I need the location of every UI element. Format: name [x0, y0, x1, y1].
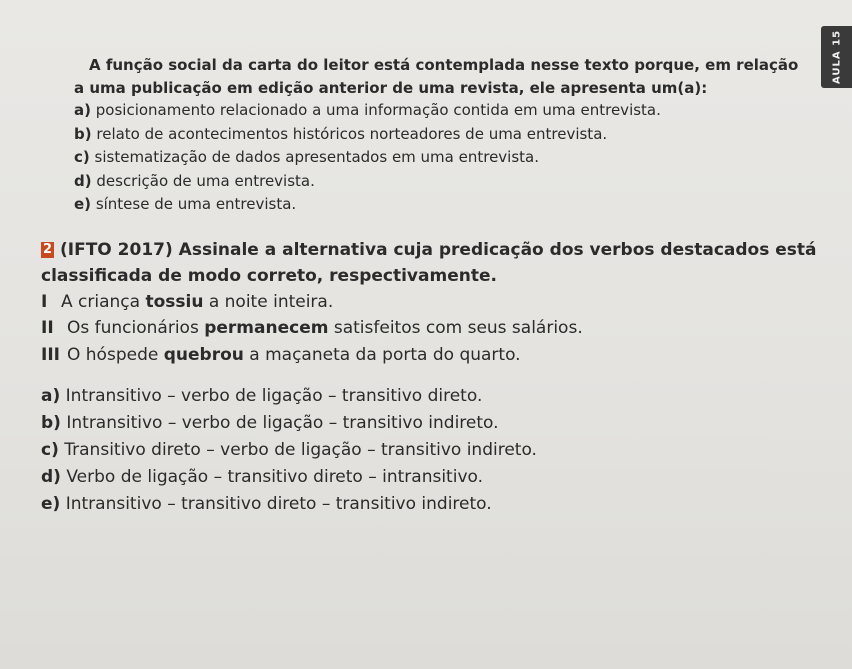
option-text: Verbo de ligação – transitivo direto – intransitivo.: [66, 467, 484, 487]
statement-text-before: Os funcionários: [67, 318, 205, 338]
option-label: d): [74, 172, 92, 190]
statement-text-before: O hóspede: [67, 345, 164, 365]
statement-numeral: III: [41, 345, 60, 365]
statement-text-before: A criança: [61, 292, 146, 312]
option-label: a): [41, 386, 61, 406]
statement-text-after: a noite inteira.: [203, 292, 334, 312]
statement-numeral: I: [41, 292, 48, 312]
lesson-side-tab-label: AULA 15: [831, 29, 842, 85]
statement-text-after: satisfeitos com seus salários.: [328, 318, 583, 338]
question-1-option-b[interactable]: [74, 125, 607, 143]
statement-i: [41, 292, 333, 312]
question-2-option-d[interactable]: [41, 467, 483, 487]
option-text: relato de acontecimentos históricos norteadores de uma entrevista.: [96, 125, 608, 143]
statement-ii: [41, 318, 583, 338]
question-2-option-e[interactable]: [41, 494, 492, 514]
question-2-header-line-2: classificada de modo correto, respectivamente.: [41, 266, 497, 286]
option-text: sistematização de dados apresentados em uma entrevista.: [94, 148, 540, 166]
option-text: Intransitivo – verbo de ligação – transitivo direto.: [65, 386, 483, 406]
option-text: descrição de uma entrevista.: [96, 172, 315, 190]
statement-verb: permanecem: [204, 318, 329, 338]
option-text: posicionamento relacionado a uma informação contida em uma entrevista.: [95, 101, 661, 119]
question-1-option-d[interactable]: [74, 172, 315, 190]
option-label: e): [41, 494, 61, 514]
question-1-option-c[interactable]: [74, 148, 539, 166]
option-label: b): [41, 413, 61, 433]
question-2-header-text: (IFTO 2017) Assinale a alternativa cuja predicação dos verbos destacados está: [60, 240, 817, 260]
question-2-option-a[interactable]: [41, 386, 482, 406]
question-2-option-b[interactable]: [41, 413, 499, 433]
option-label: b): [74, 125, 92, 143]
option-label: c): [41, 440, 59, 460]
question-1-option-a[interactable]: [74, 101, 661, 119]
statement-verb: quebrou: [163, 345, 244, 365]
question-2-option-c[interactable]: [41, 440, 537, 460]
question-1-stem-line-1: A função social da carta do leitor está contemplada nesse texto porque, em relação: [89, 56, 799, 74]
option-text: Intransitivo – verbo de ligação – transitivo indireto.: [66, 413, 499, 433]
question-1-option-e[interactable]: [74, 195, 296, 213]
option-text: Transitivo direto – verbo de ligação – transitivo indireto.: [64, 440, 537, 460]
statement-iii: [41, 345, 521, 365]
question-1-stem-line-2: a uma publicação em edição anterior de uma revista, ele apresenta um(a):: [74, 79, 708, 97]
statement-numeral: II: [41, 318, 54, 338]
option-label: e): [74, 195, 92, 213]
lesson-side-tab: [821, 26, 852, 88]
option-label: a): [74, 101, 91, 119]
statement-text-after: a maçaneta da porta do quarto.: [243, 345, 521, 365]
statement-verb: tossiu: [145, 292, 204, 312]
option-text: síntese de uma entrevista.: [95, 195, 297, 213]
option-text: Intransitivo – transitivo direto – transitivo indireto.: [65, 494, 492, 514]
question-number-badge: 2: [42, 242, 53, 257]
option-label: d): [41, 467, 61, 487]
option-label: c): [74, 148, 90, 166]
question-2-header-line-1: [41, 240, 817, 260]
